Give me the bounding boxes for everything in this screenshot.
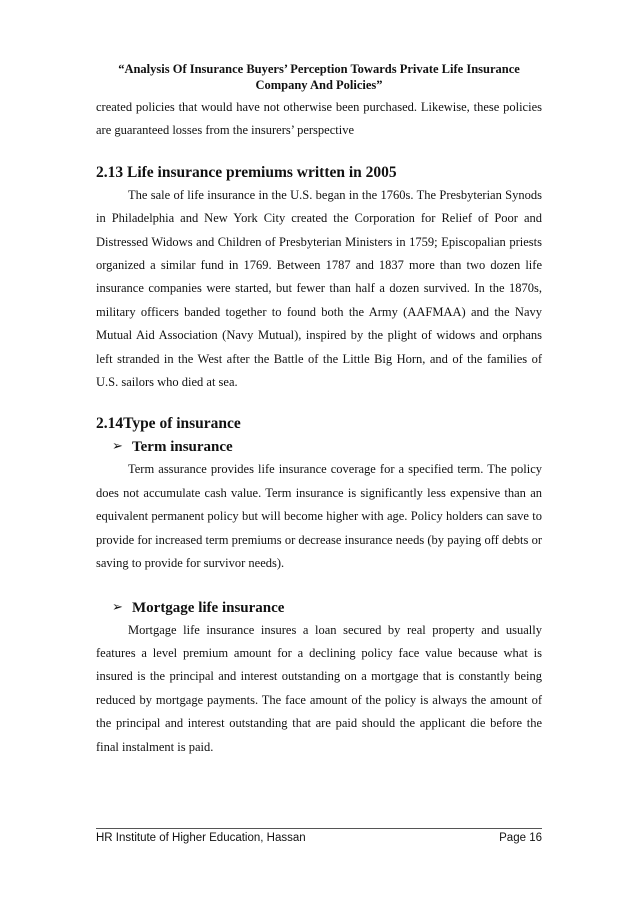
bullet-mortgage-insurance [112,597,542,619]
page-number: Page 16 [499,832,542,844]
section-2-13-paragraph: The sale of life insurance in the U.S. began in the 1760s. The Presbyterian Synods in Philadelphia and New York City created the Corporation for Relief of Poor and Distressed Widows and Children of Presbyterian Ministers in 1759; Episcopalian priests organized a similar fund in 1769. Between 1787 and 1837 more than two dozen life insurance companies were started, but fewer than half a dozen survived. In the 1870s, military officers banded together to found both the Army (AAFMAA) and the Navy Mutual Aid Association (Navy Mutual), inspired by the plight of widows and orphans left stranded in the West after the Battle of the Little Big Horn, and of the families of U.S. sailors who died at sea. [96,187,542,390]
header-line-2: Company And Policies” [255,78,383,92]
header-line-1: “Analysis Of Insurance Buyers’ Perception Towards Private Life Insurance [118,62,520,76]
footer-institute: HR Institute of Higher Education, Hassan [96,832,306,844]
arrow-bullet-icon: ➢ [112,599,123,615]
section-heading-2-13: 2.13 Life insurance premiums written in 2005 [96,163,397,181]
arrow-bullet-icon: ➢ [112,439,123,455]
section-heading-2-14: 2.14Type of insurance [96,415,241,433]
term-insurance-paragraph: Term assurance provides life insurance coverage for a specified term. The policy does not accumulate cash value. Term insurance is significantly less expensive than an equivalent permanent policy but will become higher with age. Policy holders can save to provide for increased term premiums or decrease insurance needs (by paying off debts or saving to provide for survivor needs). [96,462,542,571]
mortgage-insurance-title: Mortgage life insurance [132,599,285,616]
page-footer [96,828,542,844]
intro-paragraph: created policies that would have not otherwise been purchased. Likewise, these policies are guaranteed losses from the insurers’ perspective [96,100,542,138]
bullet-term-insurance [112,436,542,458]
mortgage-insurance-paragraph: Mortgage life insurance insures a loan secured by real property and usually features a level premium amount for a declining policy face value because what is insured is the principal and interest outstanding on a mortgage that is constantly being reduced by mortgage payments. The face amount of the policy is always the amount of the principal and interest outstanding that are paid should the applicant die before the final instalment is paid. [96,622,542,754]
term-insurance-title: Term insurance [132,439,233,456]
page-content [96,96,542,759]
running-header [96,61,542,93]
